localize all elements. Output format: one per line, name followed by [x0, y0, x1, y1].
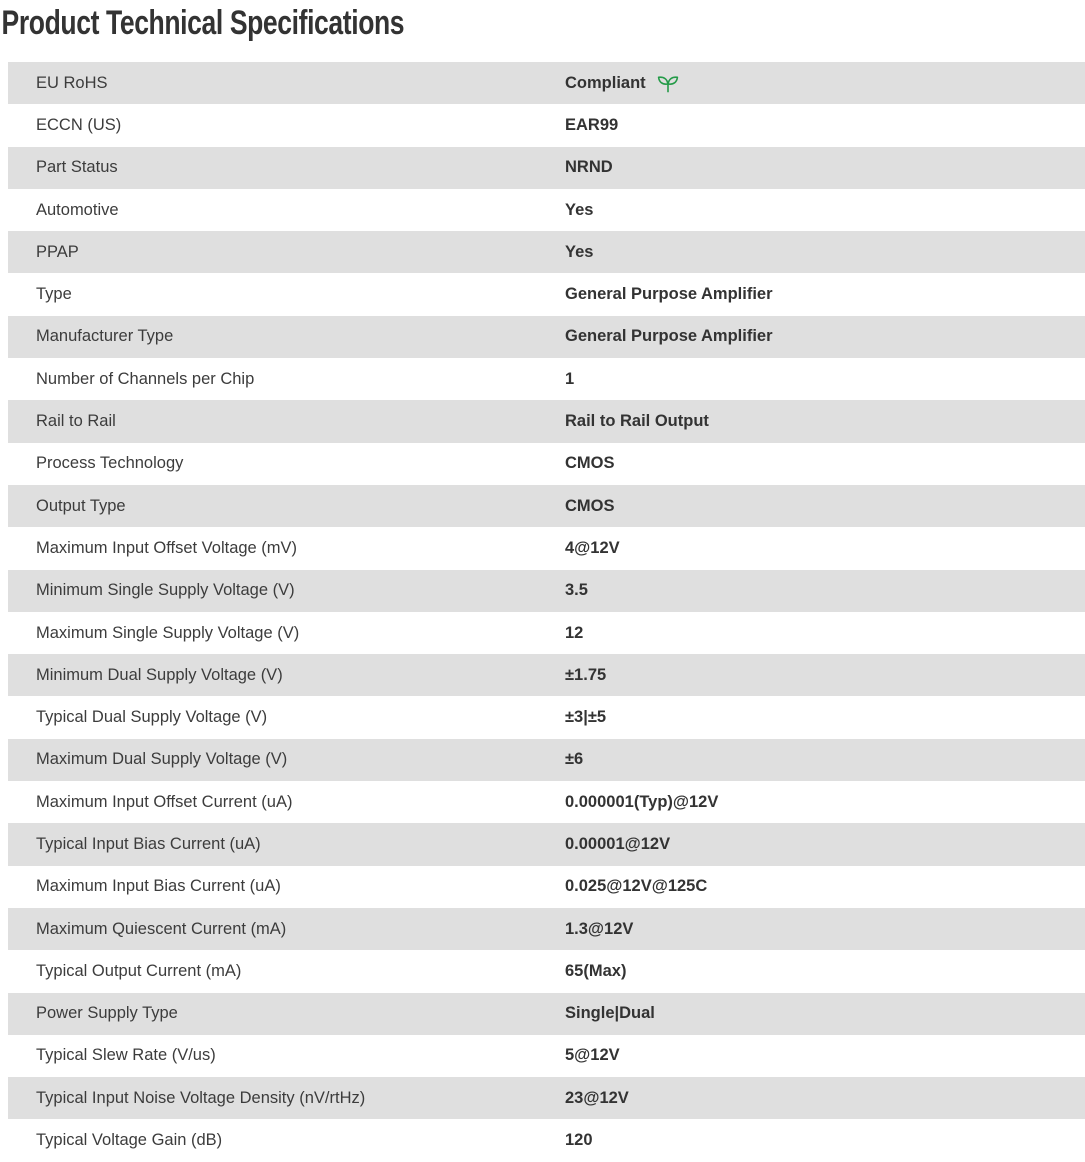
spec-label: Typical Voltage Gain (dB) [36, 1131, 223, 1150]
spec-label: Maximum Input Offset Voltage (mV) [36, 538, 298, 557]
spec-row [8, 358, 1085, 400]
spec-value-text: Yes [565, 200, 594, 219]
spec-value-text: ±1.75 [565, 665, 607, 684]
spec-label: Typical Input Noise Voltage Density (nV/rtHz) [36, 1088, 366, 1107]
spec-row [8, 485, 1085, 527]
spec-label: PPAP [36, 242, 79, 261]
spec-value-text: 65(Max) [565, 961, 627, 980]
spec-row [8, 400, 1085, 442]
spec-row [8, 527, 1085, 569]
spec-label: Typical Dual Supply Voltage (V) [36, 708, 268, 727]
spec-row [8, 231, 1085, 273]
spec-label: Maximum Input Bias Current (uA) [36, 877, 281, 896]
spec-label: Maximum Single Supply Voltage (V) [36, 623, 300, 642]
spec-value [565, 327, 773, 346]
spec-value-text: 0.000001(Typ)@12V [565, 792, 719, 811]
spec-value-text: 23@12V [565, 1088, 629, 1107]
spec-row [8, 696, 1085, 738]
spec-row [8, 62, 1085, 104]
spec-value-text: 1 [565, 369, 575, 388]
spec-value-text: Compliant [565, 73, 646, 92]
spec-value-text: ±3|±5 [565, 708, 607, 727]
spec-value [565, 116, 618, 135]
spec-label: Minimum Dual Supply Voltage (V) [36, 665, 283, 684]
spec-value-text: Yes [565, 242, 594, 261]
spec-row [8, 273, 1085, 315]
spec-value-text: NRND [565, 158, 613, 177]
spec-value [565, 1004, 655, 1023]
spec-value-text: Single|Dual [565, 1004, 655, 1023]
spec-table [8, 62, 1085, 1162]
spec-row [8, 739, 1085, 781]
spec-label: Number of Channels per Chip [36, 369, 255, 388]
spec-label: Output Type [36, 496, 126, 515]
spec-row [8, 443, 1085, 485]
spec-value [565, 497, 615, 516]
rohs-compliant-leaf-icon [657, 73, 679, 93]
spec-label: EU RoHS [36, 73, 108, 92]
spec-label: Automotive [36, 200, 119, 219]
spec-value-text: 5@12V [565, 1046, 620, 1065]
spec-value [565, 920, 633, 939]
spec-value [565, 666, 606, 685]
spec-row [8, 1035, 1085, 1077]
spec-value [565, 581, 588, 600]
spec-value-text: 12 [565, 623, 584, 642]
spec-label: Type [36, 285, 72, 304]
spec-row [8, 866, 1085, 908]
spec-value-text: 1.3@12V [565, 919, 634, 938]
spec-value-text: ±6 [565, 750, 584, 769]
spec-value [565, 539, 620, 558]
spec-label: Part Status [36, 158, 118, 177]
spec-value [565, 962, 626, 981]
spec-value-text: 3.5 [565, 581, 588, 600]
spec-value-text: 0.00001@12V [565, 834, 671, 853]
spec-value-text: General Purpose Amplifier [565, 285, 773, 304]
spec-label: Typical Output Current (mA) [36, 961, 242, 980]
spec-value [565, 1046, 620, 1065]
spec-value [565, 877, 707, 896]
spec-value [565, 454, 615, 473]
spec-label: Process Technology [36, 454, 184, 473]
spec-row [8, 189, 1085, 231]
spec-row [8, 993, 1085, 1035]
spec-value-text: General Purpose Amplifier [565, 327, 773, 346]
spec-value-text: 4@12V [565, 538, 620, 557]
spec-value [565, 243, 593, 262]
spec-row [8, 104, 1085, 146]
spec-label: Maximum Quiescent Current (mA) [36, 919, 287, 938]
spec-row [8, 781, 1085, 823]
spec-label: ECCN (US) [36, 115, 122, 134]
spec-value [565, 1131, 593, 1150]
spec-value-text: Rail to Rail Output [565, 412, 709, 431]
spec-value [565, 835, 670, 854]
spec-value-text: 0.025@12V@125C [565, 877, 708, 896]
spec-label: Manufacturer Type [36, 327, 174, 346]
spec-label: Typical Input Bias Current (uA) [36, 834, 261, 853]
spec-value [565, 793, 718, 812]
spec-value [565, 1089, 629, 1108]
page-title: Product Technical Specifications [1, 4, 405, 42]
spec-row [8, 612, 1085, 654]
spec-value [565, 412, 709, 431]
spec-label: Maximum Input Offset Current (uA) [36, 792, 293, 811]
spec-value [565, 708, 606, 727]
spec-value [565, 158, 613, 177]
spec-value [565, 370, 574, 389]
spec-value [565, 750, 583, 769]
spec-label: Minimum Single Supply Voltage (V) [36, 581, 295, 600]
spec-row [8, 147, 1085, 189]
spec-value [565, 285, 773, 304]
spec-row [8, 823, 1085, 865]
spec-row [8, 1119, 1085, 1161]
spec-value [565, 73, 679, 93]
spec-label: Typical Slew Rate (V/us) [36, 1046, 216, 1065]
spec-row [8, 908, 1085, 950]
spec-value-text: CMOS [565, 496, 615, 515]
spec-label: Power Supply Type [36, 1004, 178, 1023]
spec-row [8, 1077, 1085, 1119]
spec-value-text: CMOS [565, 454, 615, 473]
spec-value-text: 120 [565, 1131, 593, 1150]
spec-value-text: EAR99 [565, 115, 619, 134]
spec-row [8, 950, 1085, 992]
spec-label: Rail to Rail [36, 412, 116, 431]
spec-row [8, 654, 1085, 696]
spec-value [565, 624, 583, 643]
spec-value [565, 201, 593, 220]
spec-label: Maximum Dual Supply Voltage (V) [36, 750, 288, 769]
spec-row [8, 316, 1085, 358]
page-header [0, 0, 1085, 62]
spec-row [8, 570, 1085, 612]
